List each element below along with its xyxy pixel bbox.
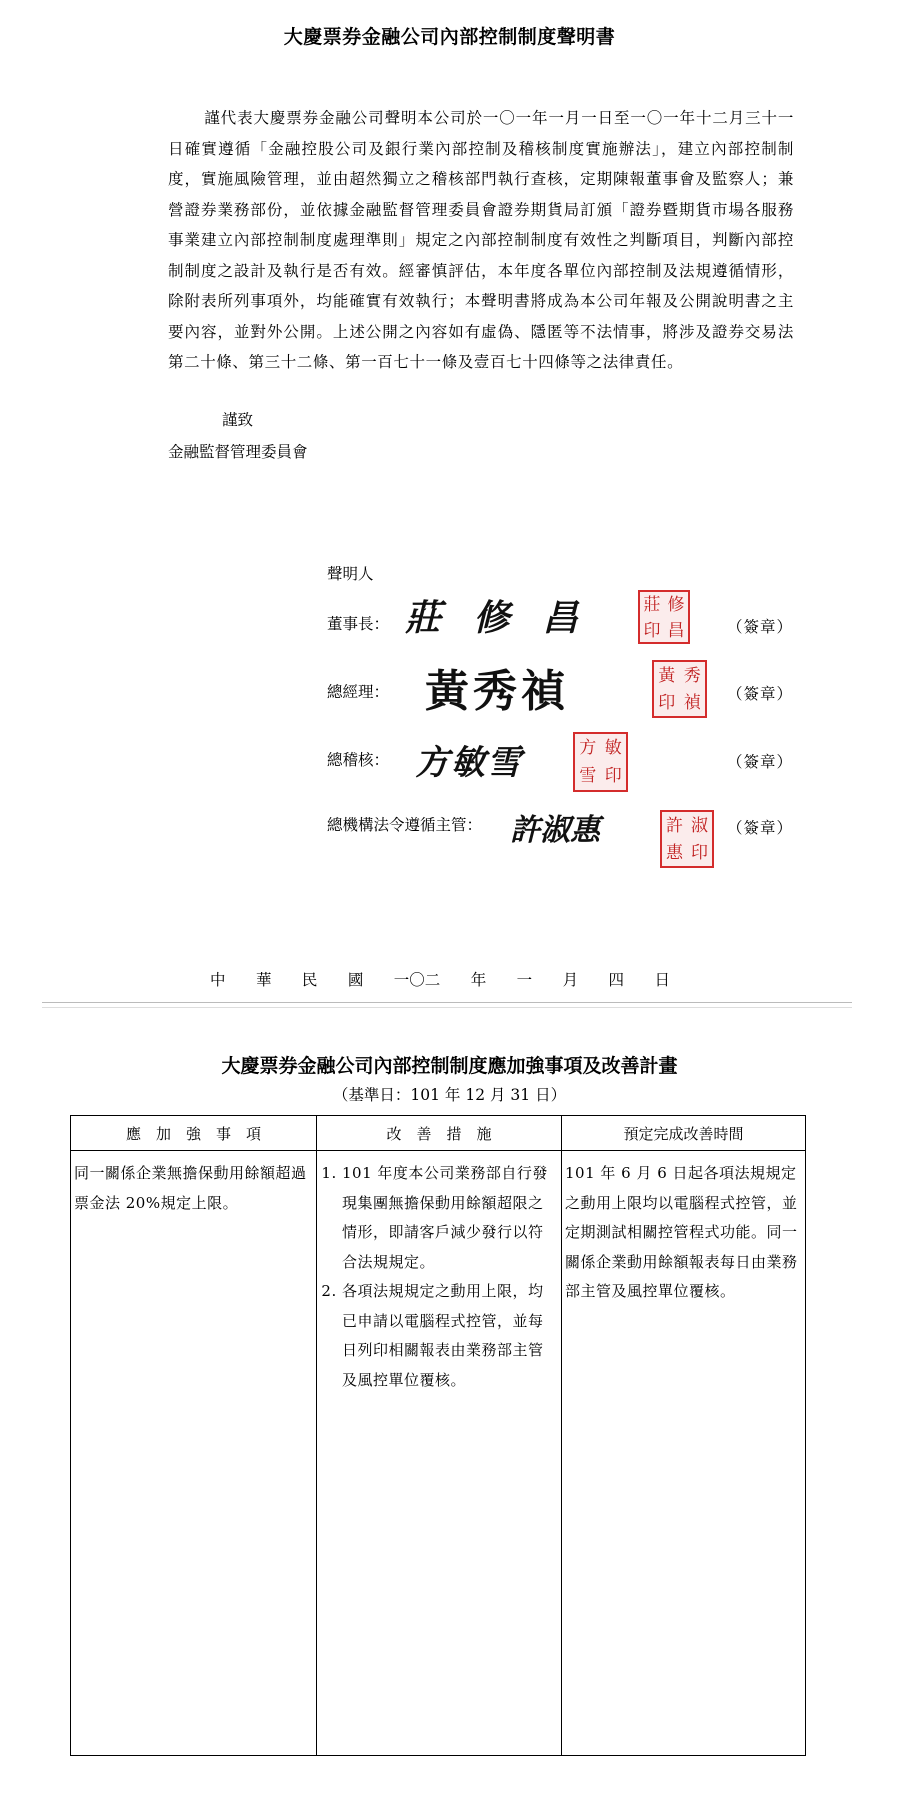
seal-char: 黃	[658, 665, 676, 686]
sign-note: （簽章）	[727, 753, 794, 771]
measure-item: 1. 101 年度本公司業務部自行發現集團無擔保動用餘額超限之情形，即請客戶減少發行以符合法規規定。	[342, 1159, 558, 1277]
signature-chairman: 莊 修 昌	[405, 597, 589, 639]
salutation: 謹致	[222, 411, 254, 429]
seal-char: 敏	[604, 738, 622, 758]
date-line	[210, 968, 670, 990]
signatory-title-chairman: 董事長：	[327, 615, 390, 633]
date-part: 一〇二	[393, 971, 441, 989]
measure-item: 2. 各項法規規定之動用上限，均已申請以電腦程式控管，並每日列印相關報表由業務部主管及風控單位覆核。	[342, 1277, 558, 1395]
column-header: 應 加 強 事 項	[71, 1116, 317, 1151]
seal-chairman	[638, 590, 690, 644]
signatory-title-chief-auditor: 總稽核：	[327, 751, 390, 769]
addressee: 金融監督管理委員會	[168, 443, 308, 461]
date-part: 一	[516, 971, 533, 989]
seal-char: 印	[604, 766, 622, 786]
seal-char: 秀	[683, 665, 701, 686]
plan-subtitle: （基準日：101 年 12 月 31 日）	[332, 1086, 567, 1104]
column-header: 預定完成改善時間	[562, 1116, 806, 1151]
signatory-title-president: 總經理：	[327, 683, 390, 701]
date-part: 年	[470, 971, 487, 989]
seal-char: 淑	[691, 815, 708, 836]
seal-char: 印	[643, 621, 661, 641]
date-part: 中	[210, 971, 226, 989]
statement-title: 大慶票券金融公司內部控制制度聲明書	[283, 26, 616, 48]
seal-char: 惠	[666, 842, 683, 863]
measures-list	[320, 1159, 558, 1395]
date-part: 華	[255, 971, 272, 989]
declarant-label: 聲明人	[327, 565, 374, 583]
signatory-title-compliance-officer: 總機構法令遵循主管：	[327, 816, 483, 834]
seal-char: 許	[666, 815, 683, 836]
date-part: 四	[608, 971, 625, 989]
date-part: 日	[654, 971, 670, 989]
signature-compliance-officer: 許淑惠	[510, 813, 600, 848]
seal-char: 印	[691, 842, 708, 863]
page-divider	[42, 1002, 852, 1008]
table-header-row	[71, 1116, 806, 1151]
date-part: 國	[347, 971, 364, 989]
completion-cell: 101 年 6 月 6 日起各項法規規定之動用上限均以電腦程式控管，並定期測試相關控管程式功能。同一關係企業動用餘額報表每日由業務部主管及風控單位覆核。	[562, 1151, 806, 1756]
statement-body-text: 謹代表大慶票券金融公司聲明本公司於一〇一年一月一日至一〇一年十二月三十一日確實遵循「金融控股公司及銀行業內部控制及稽核制度實施辦法」，建立內部控制制度，實施風險管理，並由超然獨立之稽核部門執行查核，定期陳報董事會及監察人；兼營證券業務部份，並依據金融監督管理委員會證券期貨局訂頒「證券暨期貨市場各服務事業建立內部控制制度處理準則」規定之內部控制制度有效性之判斷項目，判斷內部控制制度之設計及執行是否有效。經審慎評估，本年度各單位內部控制及法規遵循情形，除附表所列事項外，均能確實有效執行；本聲明書將成為本公司年報及公開說明書之主要內容，並對外公開。上述公開之內容如有虛偽、隱匿等不法情事，將涉及證券交易法第二十條、第三十二條、第一百七十一條及壹百七十四條等之法律責任。	[168, 109, 794, 371]
seal-chief-auditor	[573, 732, 628, 792]
seal-president	[652, 660, 707, 718]
signature-chief-auditor: 方敏雪	[415, 743, 523, 783]
seal-compliance-officer	[660, 810, 714, 868]
seal-char: 莊	[643, 595, 661, 615]
date-part: 月	[562, 971, 579, 989]
plan-title: 大慶票券金融公司內部控制制度應加強事項及改善計畫	[221, 1055, 678, 1077]
date-part: 民	[301, 971, 318, 989]
seal-char: 修	[667, 595, 685, 615]
seal-char: 印	[658, 692, 676, 713]
sign-note: （簽章）	[727, 618, 794, 636]
column-header: 改 善 措 施	[317, 1116, 562, 1151]
signature-president: 黃秀禎	[425, 666, 569, 717]
seal-char: 昌	[667, 621, 685, 641]
seal-char: 雪	[579, 766, 597, 786]
plan-table	[70, 1115, 806, 1756]
sign-note: （簽章）	[727, 685, 794, 703]
sign-note: （簽章）	[727, 819, 794, 837]
statement-body	[168, 103, 794, 378]
seal-char: 禎	[683, 692, 701, 713]
seal-char: 方	[579, 738, 597, 758]
table-row	[71, 1151, 806, 1756]
issue-cell: 同一關係企業無擔保動用餘額超過票金法 20%規定上限。	[71, 1151, 317, 1756]
measures-cell	[317, 1151, 562, 1756]
